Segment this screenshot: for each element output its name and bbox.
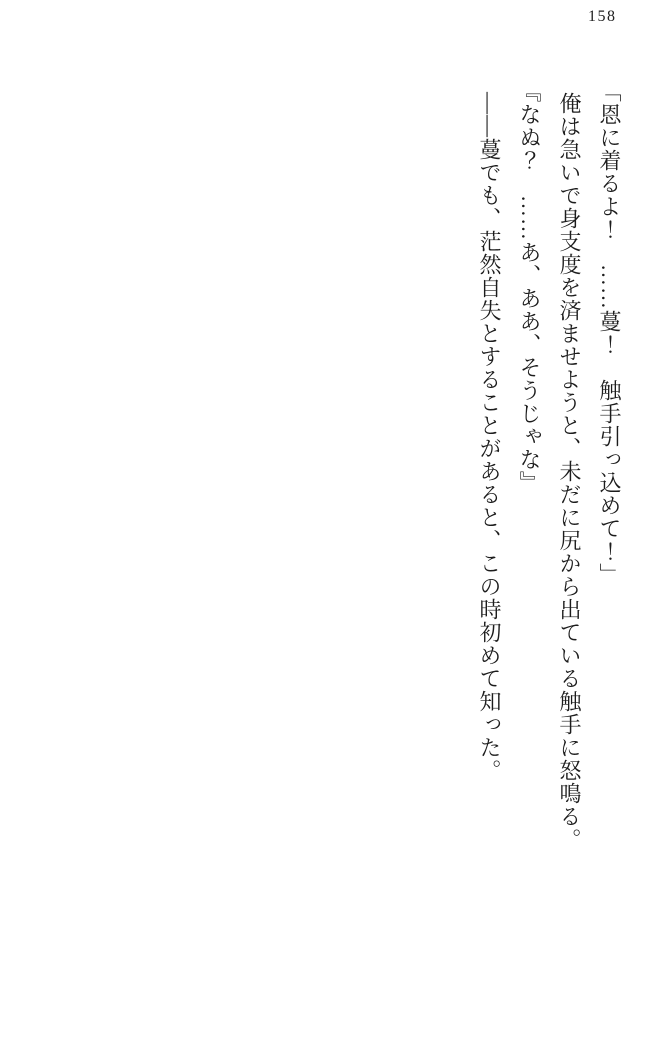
paragraph-narration-1: 俺は急いで身支度を済ませようと、未だに尻から出ている触手に怒鳴る。 <box>557 92 582 852</box>
vertical-text-block <box>469 80 629 980</box>
paragraph-dialogue-1: 「恩に着るよ！ ……蔓！ 触手引っ込めて！」 <box>597 80 622 586</box>
paragraph-dialogue-2: 『なぬ？ ……あ、ああ、そうじゃな』 <box>517 80 542 494</box>
page-number: 158 <box>588 8 617 25</box>
paragraph-narration-2: ――蔓でも、茫然自失とすることがあると、この時初めて知った。 <box>477 92 502 783</box>
